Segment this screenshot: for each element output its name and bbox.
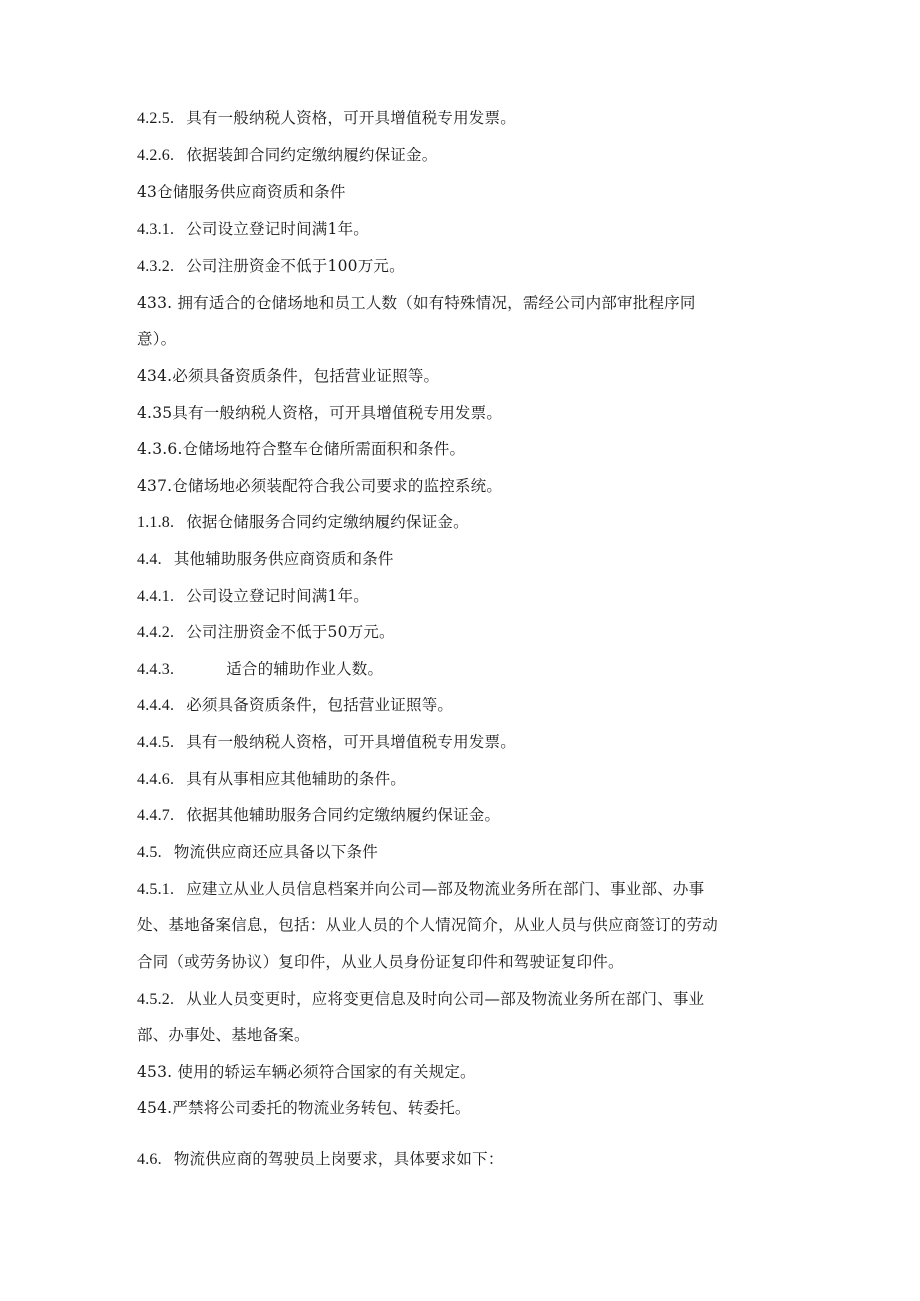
clause-text: 应建立从业人员信息档案并向公司—部及物流业务所在部门、事业部、办事 — [186, 880, 705, 898]
clause-number: 4.4.6. — [137, 771, 175, 788]
clause-number: 4.4.1. — [137, 588, 175, 605]
clause-4-4-3 — [137, 659, 787, 680]
clause-4-3-5 — [137, 403, 787, 423]
clause-text: 处、基地备案信息，包括：从业人员的个人情况简介，从业人员与供应商签订的劳动 — [137, 916, 718, 934]
clause-4-3-6 — [137, 439, 787, 459]
clause-number: 4.3.1. — [137, 221, 175, 238]
clause-4-5-2 — [137, 989, 787, 1010]
clause-text: 适合的辅助作业人数。 — [226, 660, 384, 678]
clause-text: 必须具备资质条件，包括营业证照等。 — [186, 696, 454, 714]
section-heading-4-5 — [137, 842, 787, 863]
clause-4-5-1-continued — [137, 952, 787, 972]
clause-number: 4.2.5. — [137, 110, 175, 127]
section-heading-text: 43仓储服务供应商资质和条件 — [137, 183, 346, 201]
clause-text: 依据其他辅助服务合同约定缴纳履约保证金。 — [186, 806, 501, 824]
clause-text: 公司设立登记时间满1年。 — [186, 587, 369, 605]
clause-number: 4.5. — [137, 844, 162, 861]
clause-text: 公司注册资金不低于100万元。 — [186, 257, 405, 275]
section-heading-text: 其他辅助服务供应商资质和条件 — [173, 550, 394, 568]
section-heading-text: 物流供应商还应具备以下条件 — [173, 843, 378, 861]
section-heading-4-3 — [137, 182, 787, 202]
section-heading-4-4 — [137, 549, 787, 570]
clause-text: 454.严禁将公司委托的物流业务转包、转委托。 — [137, 1099, 471, 1117]
clause-4-4-5 — [137, 732, 787, 753]
clause-text: 合同（或劳务协议）复印件，从业人员身份证复印件和驾驶证复印件。 — [137, 953, 624, 971]
clause-4-4-7 — [137, 805, 787, 826]
clause-text: 意）。 — [137, 330, 177, 348]
clause-text: 公司设立登记时间满1年。 — [186, 220, 369, 238]
clause-4-3-3-continued — [137, 329, 787, 349]
clause-4-4-1 — [137, 586, 787, 607]
clause-text: 4.35具有一般纳税人资格，可开具增值税专用发票。 — [137, 404, 503, 422]
clause-4-5-1 — [137, 879, 787, 900]
clause-4-3-2 — [137, 256, 787, 277]
clause-4-4-6 — [137, 769, 787, 790]
clause-text: 公司注册资金不低于50万元。 — [186, 623, 395, 641]
clause-number: 4.4.3. — [137, 661, 175, 678]
clause-text: 433. 拥有适合的仓储场地和员工人数（如有特殊情况，需经公司内部审批程序同 — [137, 294, 696, 312]
clause-number: 4.4.2. — [137, 624, 175, 641]
clause-1-1-8 — [137, 512, 787, 533]
clause-number: 4.3.2. — [137, 258, 175, 275]
clause-text: 从业人员变更时，应将变更信息及时向公司—部及物流业务所在部门、事业 — [186, 990, 705, 1008]
clause-number: 4.4. — [137, 551, 162, 568]
clause-4-5-2-continued — [137, 1025, 787, 1045]
clause-4-3-4 — [137, 366, 787, 386]
section-heading-text: 物流供应商的驾驶员上岗要求，具体要求如下： — [173, 1150, 504, 1168]
clause-text: 依据仓储服务合同约定缴纳履约保证金。 — [186, 513, 469, 531]
clause-text: 具有一般纳税人资格，可开具增值税专用发票。 — [186, 109, 516, 127]
clause-4-3-3 — [137, 293, 787, 313]
section-heading-4-6 — [137, 1149, 787, 1170]
clause-4-2-6 — [137, 145, 787, 166]
clause-4-5-3 — [137, 1062, 787, 1082]
clause-number: 1.1.8. — [137, 514, 175, 531]
clause-4-3-7 — [137, 476, 787, 496]
clause-text: 434.必须具备资质条件，包括营业证照等。 — [137, 367, 440, 385]
clause-text: 具有从事相应其他辅助的条件。 — [186, 770, 407, 788]
clause-text: 453. 使用的轿运车辆必须符合国家的有关规定。 — [137, 1063, 476, 1081]
clause-4-4-2 — [137, 622, 787, 643]
clause-text: 部、办事处、基地备案。 — [137, 1026, 310, 1044]
clause-number: 4.5.2. — [137, 991, 175, 1008]
clause-text: 4.3.6.仓储场地符合整车仓储所需面积和条件。 — [137, 440, 466, 458]
clause-4-5-1-continued — [137, 915, 787, 935]
clause-number: 4.2.6. — [137, 147, 175, 164]
clause-text: 具有一般纳税人资格，可开具增值税专用发票。 — [186, 733, 516, 751]
clause-number: 4.5.1. — [137, 881, 175, 898]
clause-4-3-1 — [137, 219, 787, 240]
clause-number: 4.6. — [137, 1151, 162, 1168]
clause-number: 4.4.4. — [137, 697, 175, 714]
clause-text: 437.仓储场地必须装配符合我公司要求的监控系统。 — [137, 477, 503, 495]
clause-number: 4.4.7. — [137, 807, 175, 824]
clause-4-5-4 — [137, 1098, 787, 1118]
clause-text: 依据装卸合同约定缴纳履约保证金。 — [186, 146, 438, 164]
clause-4-4-4 — [137, 695, 787, 716]
clause-number: 4.4.5. — [137, 734, 175, 751]
clause-4-2-5 — [137, 108, 787, 129]
